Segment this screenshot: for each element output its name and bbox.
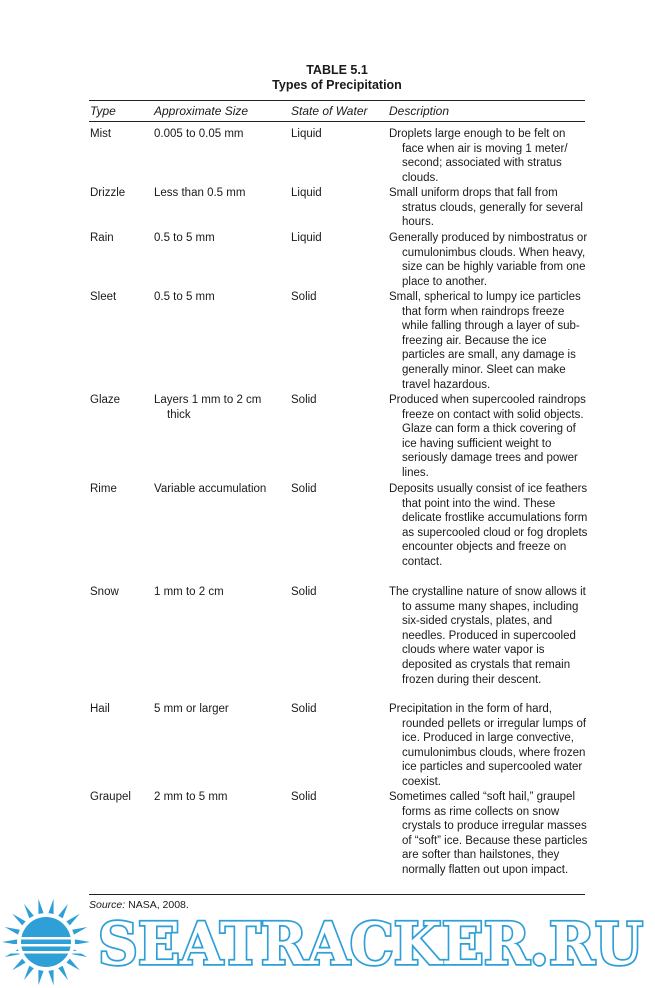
cell-state: Solid: [291, 586, 317, 598]
sun-ray: [48, 899, 53, 914]
sun-ray: [38, 970, 43, 985]
column-header-type: Type: [90, 104, 116, 118]
cell-state: Solid: [291, 483, 317, 495]
sun-ray: [24, 966, 34, 980]
cell-type: Drizzle: [90, 187, 126, 199]
source-label: Source:: [89, 899, 126, 911]
cell-state: Solid: [291, 703, 317, 715]
sun-ray: [58, 966, 68, 980]
sun-ray: [5, 927, 20, 935]
table-title: Types of Precipitation: [272, 78, 402, 92]
cell-state: Solid: [291, 791, 317, 803]
cell-description: Generally produced by nimbostratus or cumulonimbus clouds. When heavy, size can be highly variable from one place to another.: [389, 232, 588, 288]
watermark-text: SEATRACKER.RU: [98, 910, 643, 978]
cell-size: 1 mm to 2 cm: [154, 586, 224, 598]
column-header-size: Approximate Size: [154, 104, 249, 118]
sun-ray: [12, 914, 25, 926]
cell-state: Liquid: [291, 187, 322, 199]
sun-ray: [58, 904, 68, 918]
cell-size: 0.005 to 0.05 mm: [154, 128, 244, 140]
cell-description: Precipitation in the form of hard, rounded pellets or irregular lumps of ice. Produced in large convective, cumulonimbus clouds, where frozen ice particles and supercooled water coexist.: [389, 703, 587, 788]
table-number: TABLE 5.1: [306, 63, 368, 77]
header-rule: [89, 121, 585, 122]
sun-ray: [75, 939, 90, 944]
cell-state: Liquid: [291, 232, 322, 244]
sun-ray: [66, 914, 79, 926]
cell-description: Produced when supercooled raindrops freeze on contact with solid objects. Glaze can form a thick covering of ice having sufficient weight to seriously damage trees and power lines.: [389, 394, 586, 479]
sun-ray: [48, 970, 53, 985]
sun-icon: [2, 899, 90, 986]
cell-description: Small uniform drops that fall from stratus clouds, generally for several hours.: [389, 187, 583, 229]
cell-state: Solid: [291, 394, 317, 406]
cell-type: Glaze: [90, 394, 121, 406]
cell-size: Variable accumulation: [154, 483, 267, 495]
sun-ray: [38, 899, 43, 914]
cell-description: Sometimes called “soft hail,” graupel forms as rime collects on snow crystals to produce irregular masses of “soft” ice. Because these particles are softer than hailstones, they normally flatten out upon impact.: [389, 791, 588, 876]
sun-ray: [24, 904, 34, 918]
sun-ray: [12, 959, 25, 971]
cell-size: 2 mm to 5 mm: [154, 791, 228, 803]
cell-type: Snow: [90, 586, 119, 598]
cell-size: Layers 1 mm to 2 cm thick: [154, 394, 262, 421]
cell-state: Solid: [291, 291, 317, 303]
cell-type: Hail: [90, 703, 110, 715]
cell-size: 0.5 to 5 mm: [154, 232, 215, 244]
cell-description: Deposits usually consist of ice feathers that point into the wind. These delicate frostlike accumulations form as supercooled cloud or fog droplets encounter objects and freeze on contact.: [389, 483, 588, 568]
cell-type: Graupel: [90, 791, 131, 803]
cell-type: Sleet: [90, 291, 117, 303]
cell-size: Less than 0.5 mm: [154, 187, 246, 199]
cell-description: Small, spherical to lumpy ice particles that form when raindrops freeze while falling through a layer of sub-freezing air. Because the ice particles are small, any damage is generally minor. Sleet can make travel hazardous.: [389, 291, 581, 391]
table-top-rule: [89, 100, 585, 101]
sun-ray: [72, 927, 87, 935]
column-header-description: Description: [389, 104, 450, 118]
source-text: NASA, 2008.: [128, 899, 189, 911]
cell-description: Droplets large enough to be felt on face when air is moving 1 meter/ second; associated with stratus clouds.: [389, 128, 568, 184]
cell-size: 0.5 to 5 mm: [154, 291, 215, 303]
cell-state: Liquid: [291, 128, 322, 140]
cell-description: The crystalline nature of snow allows it to assume many shapes, including six-sided crystals, plates, and needles. Produced in supercooled clouds where water vapor is deposited as crystals that remain frozen during their descent.: [389, 586, 586, 686]
sun-ray: [66, 959, 79, 971]
column-header-state: State of Water: [291, 104, 368, 118]
cell-type: Rain: [90, 232, 114, 244]
table-caption: [89, 63, 585, 93]
sun-ray: [2, 939, 17, 944]
cell-size: 5 mm or larger: [154, 703, 229, 715]
watermark-logo: [0, 890, 655, 988]
cell-type: Mist: [90, 128, 112, 140]
cell-type: Rime: [90, 483, 117, 495]
